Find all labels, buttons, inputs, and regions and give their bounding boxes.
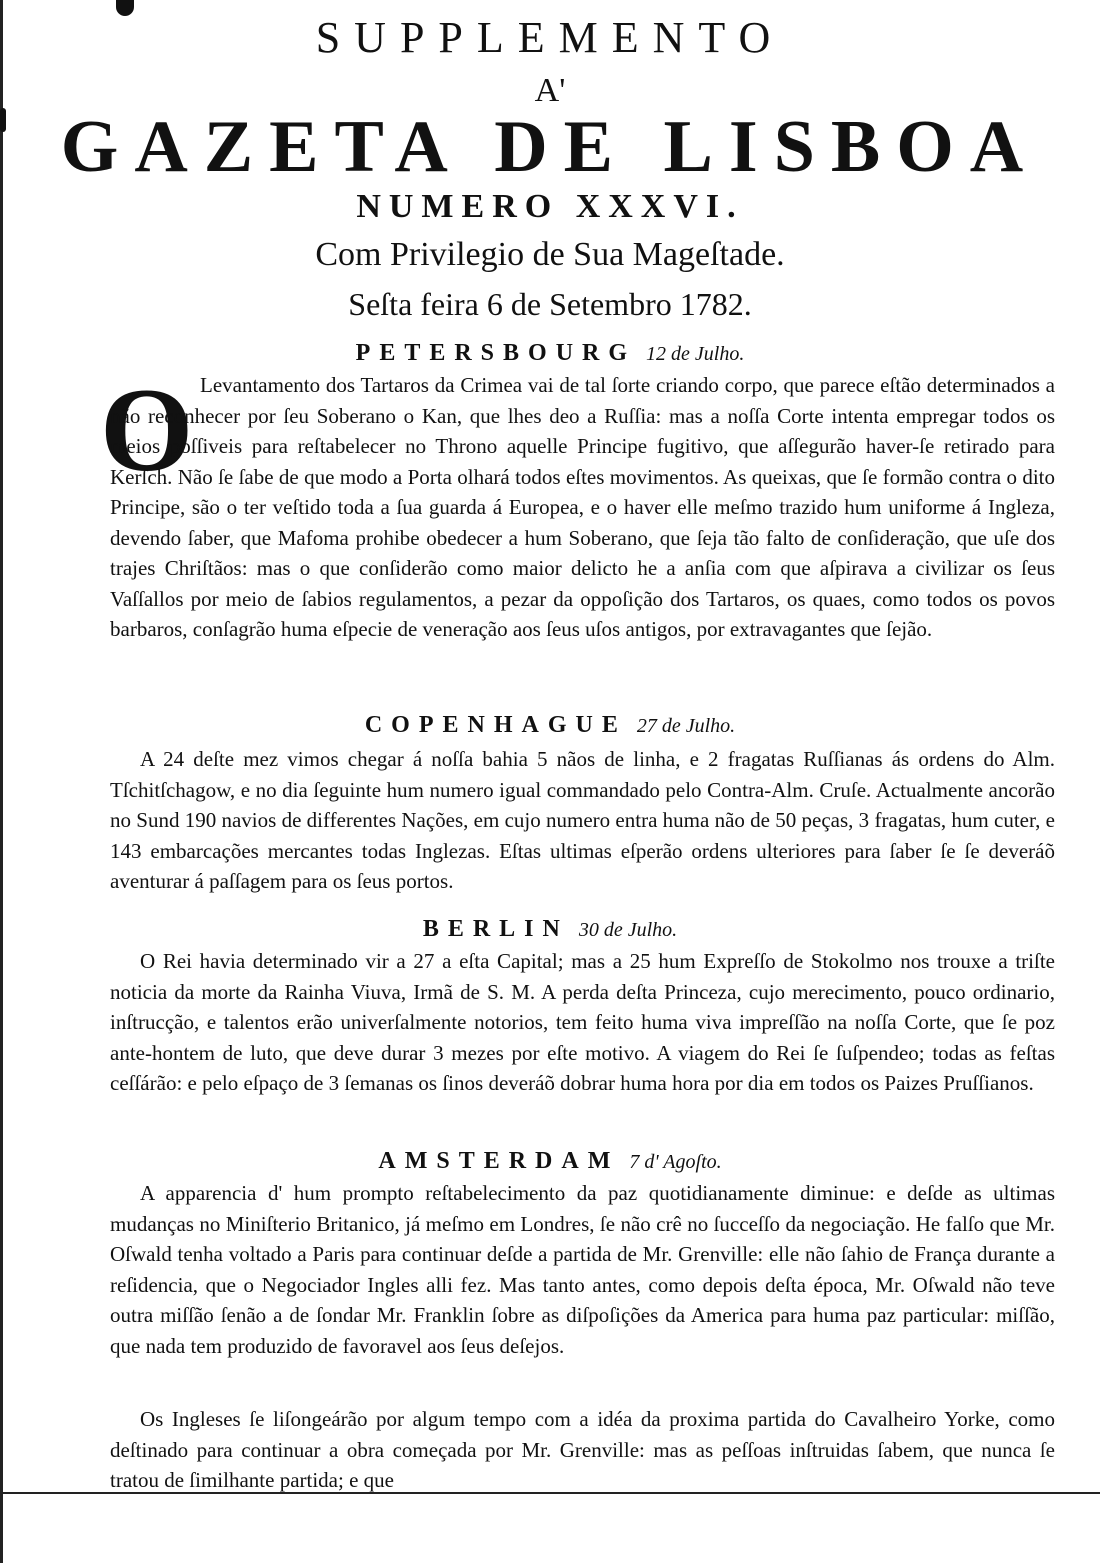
section-place: BERLIN	[422, 916, 569, 942]
paragraph-amsterdam-2: Os Ingleses ſe liſongeárão por algum tempo com a idéa da proxima partida do Cavalheiro Yorke, como deſtinado para continuar a obra começada por Mr. Grenville: mas as peſſoas inſtruidas ſabem, que nunca ſe tratou de ſimilhante partida; e que	[110, 1407, 1055, 1492]
section-place: COPENHAGUE	[364, 712, 627, 738]
paragraph-amsterdam-1: A apparencia d' hum prompto reſtabelecimento da paz quotidianamente diminue: e deſde as ultimas mudanças no Miniſterio Britanico, já meſmo em Londres, ſe não crê no ſucceſſo da negociação. He falſo que Mr. Oſwald tenha voltado a Paris para continuar deſde a partida de Mr. Grenville: elle não ſahio de França durante a reſidencia, que o Negociador Ingles alli fez. Mas tanto antes, como depois deſta época, Mr. Oſwald não teve outra miſſão ſenão a de ſondar Mr. Franklin ſobre as diſpoſições da America para huma paz particular: miſſão, que nada tem produzido de favoravel aos ſeus deſejos.	[110, 1181, 1055, 1358]
page-left-edge	[0, 0, 3, 1563]
issue-number: NUMERO XXXVI.	[356, 188, 744, 225]
section-date: 30 de Julho.	[578, 919, 678, 941]
privilege-line: Com Privilegio de Sua Mageſtade.	[315, 236, 785, 273]
bottom-rule	[0, 1492, 1100, 1494]
paragraph-copenhague: A 24 deſte mez vimos chegar á noſſa bahia 5 nãos de linha, e 2 fragatas Ruſſianas ás ordens do Alm. Tſchitſchagow, e no dia ſeguinte hum numero igual commandado pelo Contra-Alm. Cruſe. Actualmente ancorão no Sund 190 navios de differentes Nações, em cujo numero entra huma não de 50 peças, 3 fragatas, hum cuter, e 143 embarcações mercantes todas Inglezas. Eſtas ultimas eſperão ordens ulteriores para ſaber ſe ſe deveráõ aventurar á paſſagem para os ſeus portos.	[110, 747, 1055, 893]
paragraph-berlin: O Rei havia determinado vir a 27 a eſta Capital; mas a 25 hum Expreſſo de Stokolmo nos trouxe a triſte noticia da morte da Rainha Viuva, Irmã de S. M. A perda deſta Princeza, cujo merecimento, pouco ordinario, inſtrucção, e talentos erão univerſalmente notorios, tem feito huma viva impreſſão na noſſa Corte, que ſe poz ante-hontem de luto, que deve durar 3 mezes por eſte motivo. A viagem do Rei ſe ſuſpendeo; todas as feſtas ceſſárão: e pelo eſpaço de 3 ſemanas os ſinos deveráõ dobrar huma hora por dia em todos os Paizes Pruſſianos.	[110, 949, 1055, 1095]
paragraph-petersbourg: Levantamento dos Tartaros da Crimea vai de tal ſorte criando corpo, que parece eſtão determinados a não reconhecer por ſeu Soberano o Kan, que lhes deo a Ruſſia: mas a noſſa Corte intenta empregar todos os meios poſſiveis para reſtabelecer no Throno aquelle Principe fugitivo, que aſſegurão haver-ſe retirado para Kerſch. Não ſe ſabe de que modo a Porta olhará todos eſtes movimentos. As queixas, que ſe formão contra o dito Principe, são o ter veſtido toda a ſua guarda á Europea, e o haver elle meſmo trazido hum uniforme á Ingleza, devendo ſaber, que Mafoma prohibe obedecer a hum Soberano, que ſeja tão falto de conſideração, que uſe dos trajes Chriſtãos: mas o que conſiderão como maior delicto he a anſia com que aſpirava a civilizar os ſeus Vaſſallos por meio de ſabios regulamentos, a pezar da oppoſição dos Tartaros, os quaes, como todos os povos barbaros, conſagrão huma eſpecie de veneração aos ſeus uſos antigos, por extravagantes que ſejão.	[110, 373, 1055, 641]
section-heading-amsterdam	[0, 1148, 1100, 1175]
masthead-a: A'	[534, 72, 566, 109]
section-date: 7 d' Agoſto.	[629, 1151, 722, 1173]
section-date: 12 de Julho.	[646, 343, 745, 365]
drop-cap: O	[100, 363, 194, 496]
section-heading-copenhague	[0, 712, 1100, 739]
section-place: PETERSBOURG	[355, 340, 637, 366]
section-heading-berlin	[0, 916, 1100, 943]
issue-date: Seſta feira 6 de Setembro 1782.	[348, 286, 752, 322]
section-date: 27 de Julho.	[636, 715, 736, 737]
supplement-title: SUPPLEMENTO	[315, 13, 785, 62]
gazette-title: GAZETA DE LISBOA	[60, 106, 1040, 188]
section-place: AMSTERDAM	[378, 1148, 620, 1174]
